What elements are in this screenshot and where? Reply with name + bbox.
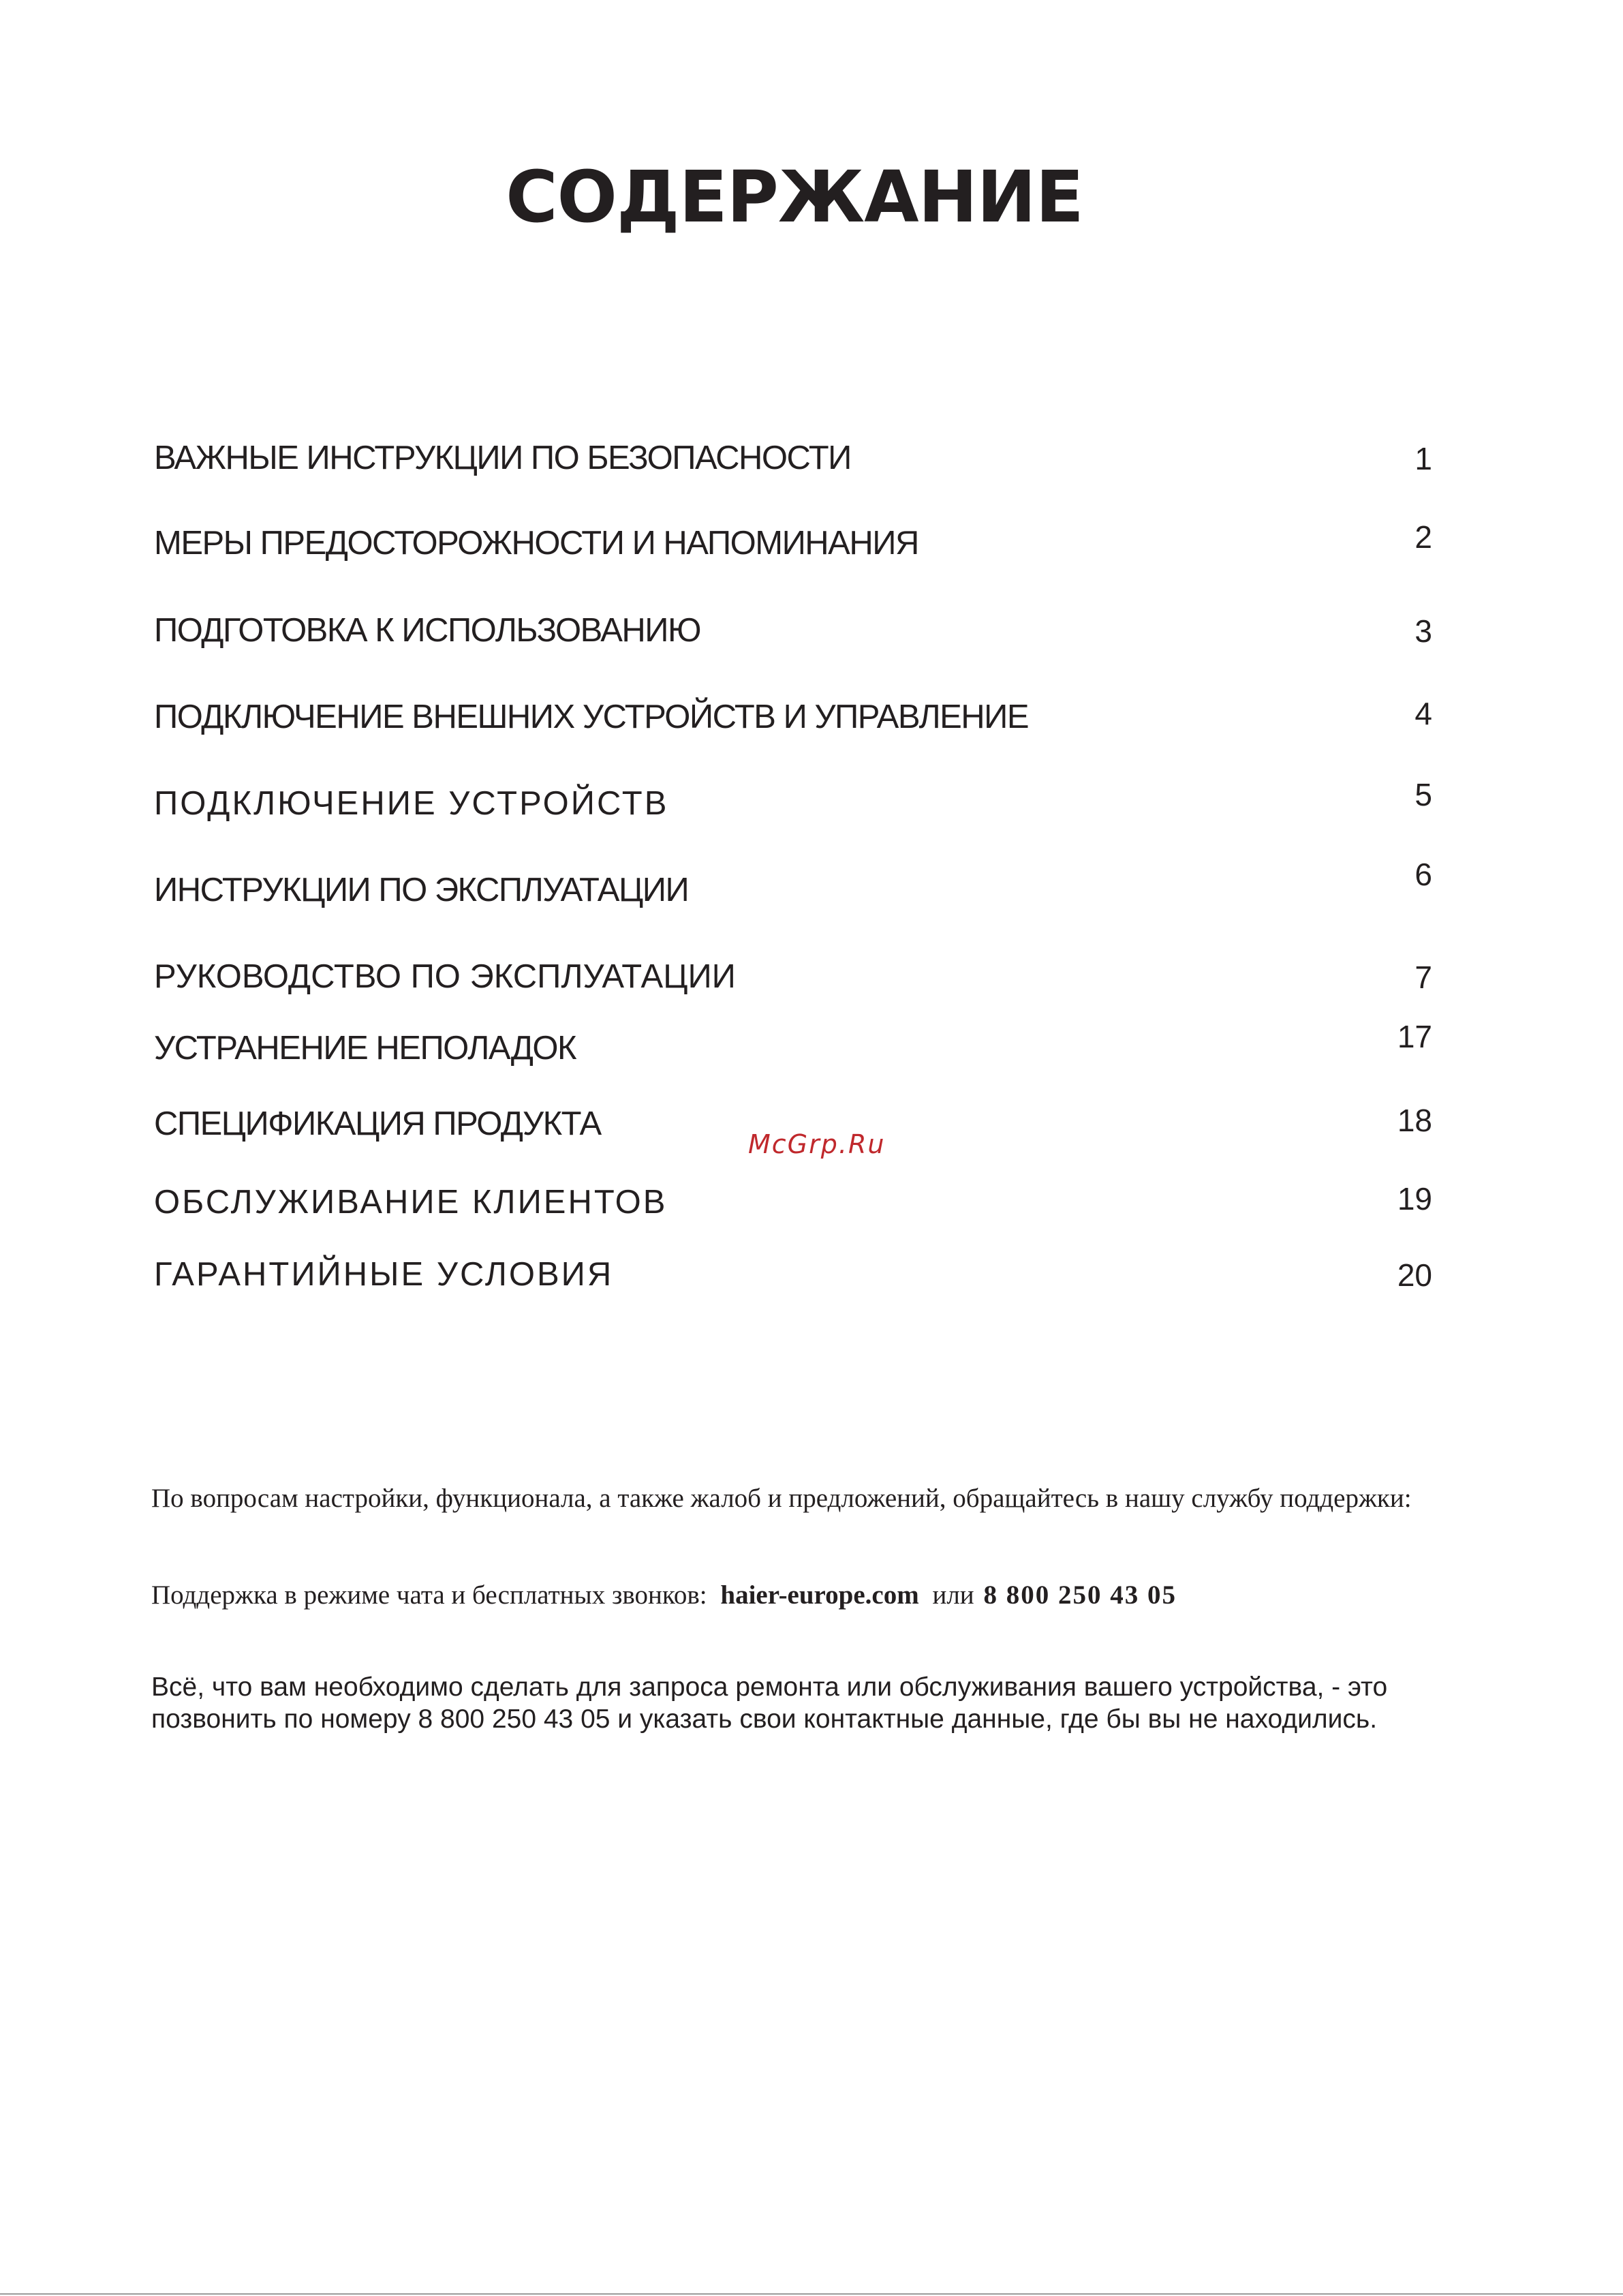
toc-entry-page: 1 — [1415, 441, 1432, 476]
toc-entry-page: 5 — [1415, 777, 1432, 812]
toc-entry-device-connection[interactable] — [154, 768, 1432, 823]
toc-entry-label: ИНСТРУКЦИИ ПО ЭКСПЛУАТАЦИИ — [154, 872, 689, 908]
toc-entry-safety[interactable] — [154, 423, 1432, 477]
toc-entry-page: 4 — [1415, 696, 1432, 731]
toc-entry-label: СПЕЦИФИКАЦИЯ ПРОДУКТА — [154, 1105, 601, 1142]
toc-entry-page: 2 — [1415, 519, 1432, 555]
repair-note: Всё, что вам необходимо сделать для запроса ремонта или обслуживания вашего устройства, - это позвонить по номеру 8 800 250 43 05 и указать свои контактные данные, где бы вы не находились. — [151, 1672, 1388, 1734]
support-website-link[interactable]: haier-europe.com — [720, 1580, 919, 1610]
toc-entry-label: ОБСЛУЖИВАНИЕ КЛИЕНТОВ — [154, 1184, 668, 1221]
toc-entry-label: ПОДКЛЮЧЕНИЕ ВНЕШНИХ УСТРОЙСТВ И УПРАВЛЕНИЕ — [154, 699, 1029, 735]
toc-entry-page: 19 — [1397, 1181, 1432, 1216]
toc-entry-page: 20 — [1397, 1257, 1432, 1293]
support-intro: По вопросам настройки, функционала, а также жалоб и предложений, обращайтесь в нашу службу поддержки: — [151, 1484, 1412, 1513]
toc-entry-operating-instructions[interactable] — [154, 855, 1432, 909]
toc-entry-label: ПОДКЛЮЧЕНИЕ УСТРОЙСТВ — [154, 785, 669, 822]
toc-entry-page: 17 — [1397, 1019, 1432, 1054]
toc-entry-page: 7 — [1415, 960, 1432, 995]
support-contact-line — [151, 1580, 1177, 1610]
toc-entry-label: МЕРЫ ПРЕДОСТОРОЖНОСТИ И НАПОМИНАНИЯ — [154, 525, 918, 562]
toc-entry-label: УСТРАНЕНИЕ НЕПОЛАДОК — [154, 1030, 576, 1067]
toc-entry-page: 6 — [1415, 857, 1432, 892]
page-bottom-rule — [0, 2293, 1623, 2295]
toc-entry-label: ГАРАНТИЙНЫЕ УСЛОВИЯ — [154, 1256, 614, 1293]
page-title: СОДЕРЖАНИЕ — [506, 155, 1083, 239]
toc-entry-customer-service[interactable] — [154, 1167, 1432, 1221]
toc-entry-label: ВАЖНЫЕ ИНСТРУКЦИИ ПО БЕЗОПАСНОСТИ — [154, 440, 851, 476]
toc-entry-operating-manual[interactable] — [154, 941, 1432, 996]
toc-entry-label: ПОДГОТОВКА К ИСПОЛЬЗОВАНИЮ — [154, 612, 701, 649]
toc-entry-external-devices[interactable] — [154, 682, 1432, 736]
toc-entry-page: 3 — [1415, 613, 1432, 649]
toc-entry-preparation[interactable] — [154, 595, 1432, 649]
support-phone[interactable]: 8 800 250 43 05 — [983, 1580, 1177, 1610]
toc-entry-troubleshooting[interactable] — [154, 1013, 1432, 1067]
support-or: или — [932, 1580, 974, 1610]
support-chat-prefix: Поддержка в режиме чата и бесплатных звонков: — [151, 1580, 707, 1610]
watermark: McGrp.Ru — [748, 1129, 886, 1159]
toc-entry-page: 18 — [1397, 1103, 1432, 1138]
toc-entry-precautions[interactable] — [154, 508, 1432, 562]
toc-entry-warranty[interactable] — [154, 1239, 1432, 1294]
toc-entry-label: РУКОВОДСТВО ПО ЭКСПЛУАТАЦИИ — [154, 958, 736, 995]
